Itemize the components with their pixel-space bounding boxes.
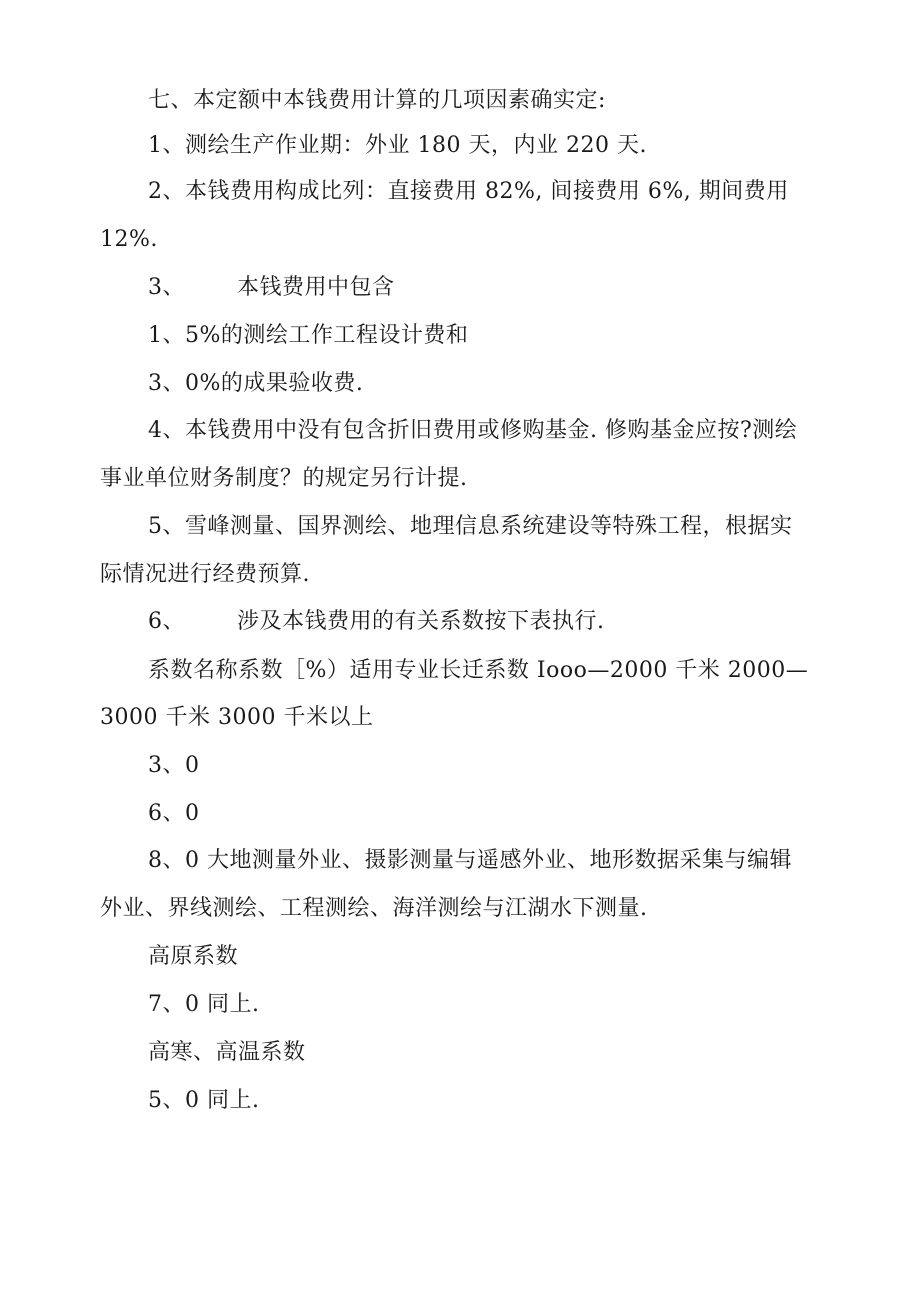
paragraph-line: 际情况进行经费预算. [100, 562, 310, 587]
paragraph-line: 高原系数 [148, 944, 239, 969]
paragraph-line: 12%. [100, 227, 158, 252]
paragraph-line: 8、0 大地测量外业、摄影测量与遥感外业、地形数据采集与编辑 [148, 848, 792, 873]
item-text: 本钱费用中包含 [237, 275, 395, 300]
paragraph-line [148, 607, 605, 637]
section-heading: 七、本定额中本钱费用计算的几项因素确实定: [148, 88, 606, 113]
paragraph-line: 3、0%的成果验收费. [148, 371, 364, 396]
paragraph-line: 6、0 [148, 801, 200, 826]
paragraph-line: 3、0 [148, 753, 200, 778]
paragraph-line: 1、5%的测绘工作工程设计费和 [148, 323, 469, 348]
paragraph-line [148, 273, 395, 303]
paragraph-line: 系数名称系数［%）适用专业长迁系数 Iooo—2000 千米 2000— [148, 658, 809, 683]
paragraph-line: 1、测绘生产作业期：外业 180 天，内业 220 天. [148, 133, 647, 158]
paragraph-line: 事业单位财务制度？的规定另行计提. [100, 466, 468, 491]
paragraph-line: 5、0 同上. [148, 1088, 260, 1113]
paragraph-line: 5、雪峰测量、国界测绘、地理信息系统建设等特殊工程，根据实 [148, 514, 793, 539]
item-number: 3、 [148, 275, 185, 300]
paragraph-line: 高寒、高温系数 [148, 1040, 306, 1065]
item-text: 涉及本钱费用的有关系数按下表执行. [237, 609, 605, 634]
paragraph-line: 7、0 同上. [148, 992, 260, 1017]
paragraph-line: 3000 千米 3000 千米以上 [100, 705, 374, 730]
paragraph-line: 4、本钱费用中没有包含折旧费用或修购基金. 修购基金应按?测绘 [148, 418, 798, 443]
paragraph-line: 2、本钱费用构成比列：直接费用 82%, 间接费用 6%, 期间费用 [148, 179, 789, 204]
item-number: 6、 [148, 609, 185, 634]
paragraph-line: 外业、界线测绘、工程测绘、海洋测绘与江湖水下测量. [100, 896, 648, 921]
